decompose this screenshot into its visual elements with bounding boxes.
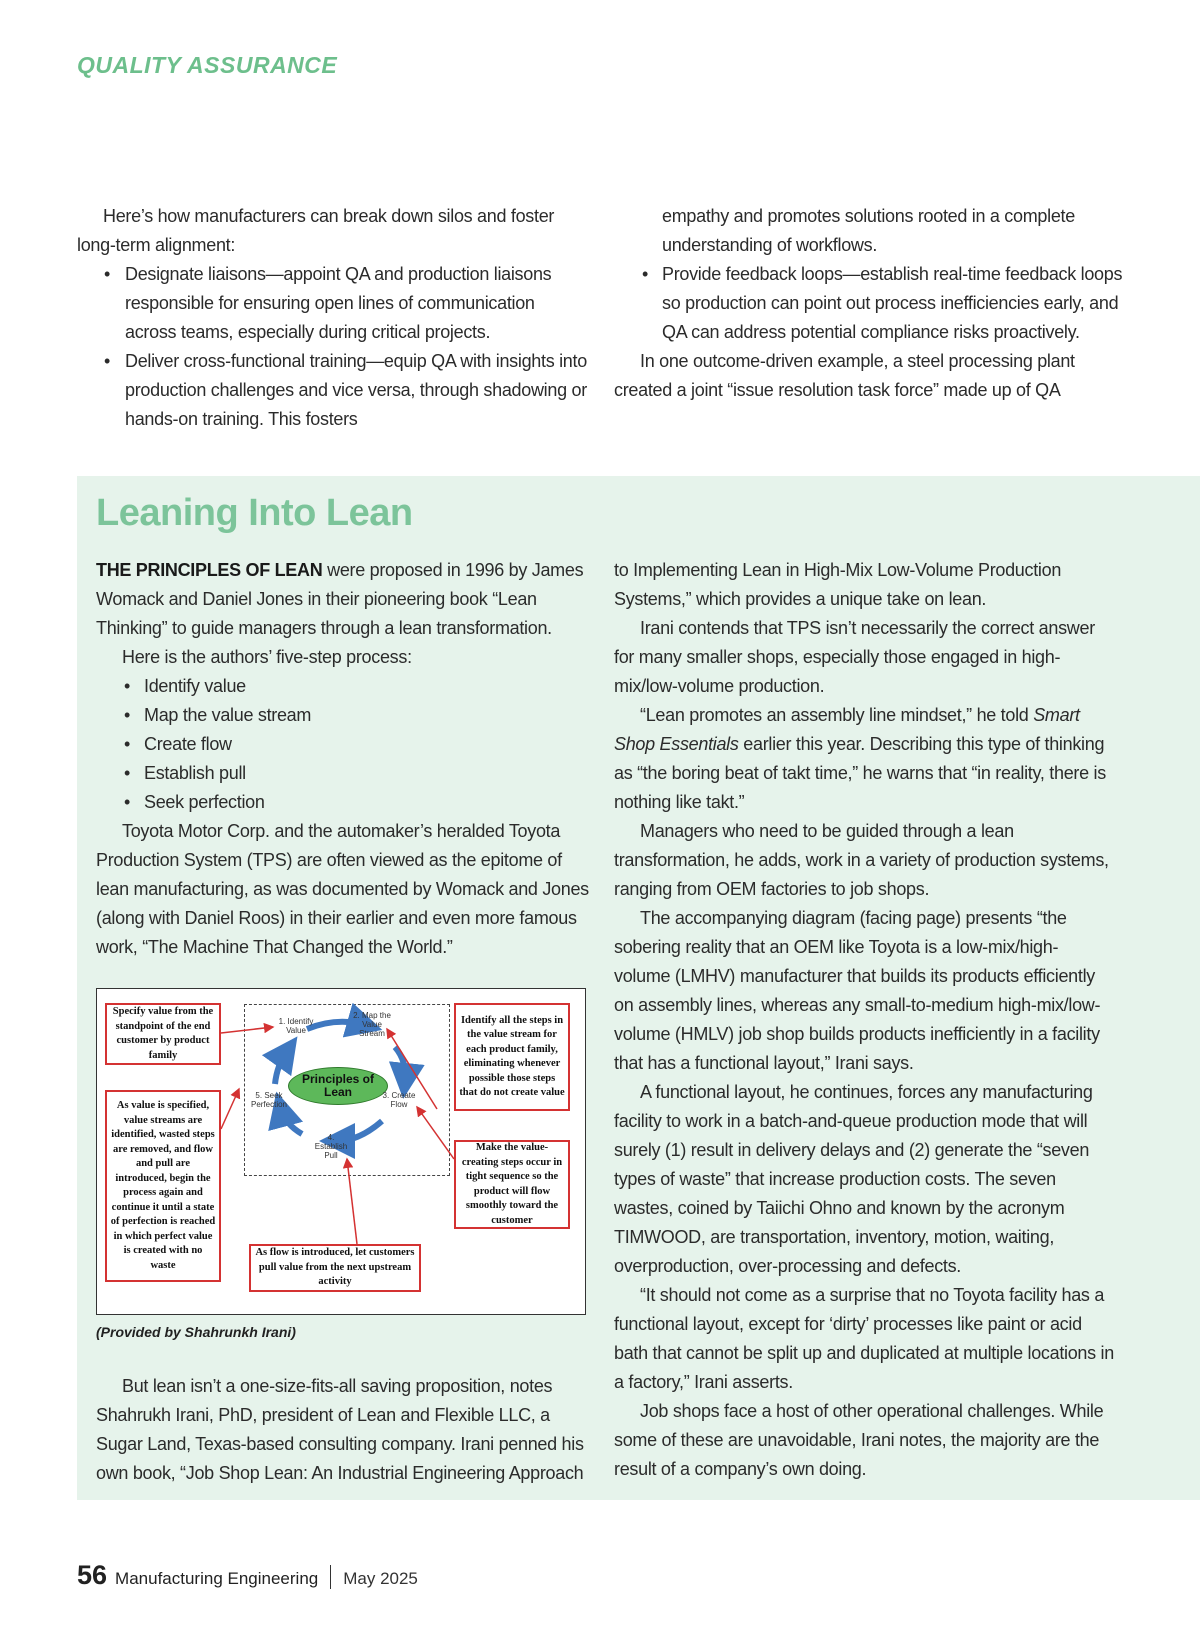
list-item: • Map the value stream <box>96 701 596 730</box>
quote-rest: earlier this year. Describing this type of thinking as “the boring beat of takt time,” he warns that “in reality, there is nothing like takt.” <box>614 734 1106 812</box>
article-paragraph: In one outcome-driven example, a steel processing plant created a joint “issue resolution task force” made up of QA <box>614 351 1075 400</box>
list-item: • Seek perfection <box>96 788 596 817</box>
cycle-label-create-flow: 3. Create Flow <box>382 1091 416 1109</box>
toyota-paragraph: Toyota Motor Corp. and the automaker’s heralded Toyota Production System (TPS) are often viewed as the epitome of lean manufacturing, as was documented by Womack and Jones (along with Daniel Roos) in their earlier and even more famous work, “The Machine That Changed the World.” <box>96 821 589 957</box>
lead-in: THE PRINCIPLES OF LEAN <box>96 560 323 580</box>
lead-text: were proposed in 1996 by James Womack and Daniel Jones in their pioneering book “Lean Thinking” to guide managers through a lean transformation. <box>96 560 584 638</box>
sidebar-column-left-lower <box>96 1372 596 1488</box>
cycle-label-seek-perfection: 5. Seek Perfection <box>250 1091 288 1109</box>
page-number: 56 <box>77 1560 108 1590</box>
article-column-left <box>77 202 587 434</box>
sidebar-column-left <box>96 556 596 962</box>
bullet-continuation: empathy and promotes solutions rooted in a complete understanding of workflows. <box>662 206 1075 255</box>
diagram-box-identify-steps: Identify all the steps in the value stream for each product family, eliminating whenever possible those steps that do not create value <box>454 1003 570 1111</box>
list-item: • Identify value <box>96 672 596 701</box>
cycle-label-map-value-stream: 2. Map the Value Stream <box>353 1011 391 1038</box>
sidebar-column-right <box>614 556 1114 1484</box>
footer-divider <box>330 1565 331 1589</box>
list-item: • Establish pull <box>96 759 596 788</box>
connector-line <box>221 1027 273 1033</box>
publication-name: Smart Shop Essentials <box>614 705 1080 754</box>
sidebar-paragraph: Job shops face a host of other operational challenges. While some of these are unavoidable, Irani notes, the majority are the result of a company’s own doing. <box>614 1401 1104 1479</box>
five-step-list <box>96 672 596 817</box>
issue-date: May 2025 <box>343 1569 418 1588</box>
list-item: • Designate liaisons—appoint QA and production liaisons responsible for ensuring open lines of communication across teams, especially during critical projects. <box>77 260 587 347</box>
steps-intro: Here is the authors’ five-step process: <box>122 647 412 667</box>
list-item: • Create flow <box>96 730 596 759</box>
connector-line <box>347 1159 357 1244</box>
quote-start: “Lean promotes an assembly line mindset,” he told <box>640 705 1034 725</box>
alignment-list-cont <box>614 260 1134 347</box>
diagram-box-specify-value: Specify value from the standpoint of the end customer by product family <box>105 1003 221 1065</box>
cycle-label-identify-value: 1. Identify Value <box>278 1017 314 1035</box>
sidebar-title: Leaning Into Lean <box>96 492 413 534</box>
but-lean-paragraph: But lean isn’t a one-size-fits-all saving proposition, notes Shahrukh Irani, PhD, president of Lean and Flexible LLC, a Sugar Land, Texas-based consulting company. Irani penned his own book, “Job Shop Lean: An Industrial Engineering Approach <box>96 1376 584 1483</box>
sidebar-paragraph: The accompanying diagram (facing page) presents “the sobering reality that an OEM like Toyota is a low-mix/high-volume (LMHV) manufacturer that builds its products efficiently on assembly lines, whereas any small-to-medium high-mix/low-volume (HMLV) job shop builds products inefficiently in a facility that has a functional layout,” Irani says. <box>614 908 1101 1073</box>
article-intro: Here’s how manufacturers can break down silos and foster long-term alignment: <box>77 206 555 255</box>
sidebar-paragraph <box>614 701 1114 817</box>
connector-line <box>417 1107 454 1159</box>
diagram-box-make-value: Make the value-creating steps occur in tight sequence so the product will flow smoothly toward the customer <box>454 1140 570 1229</box>
figure-caption: (Provided by Shahrunkh Irani) <box>96 1324 296 1340</box>
cycle-arrow <box>395 1047 405 1081</box>
list-item: • Deliver cross-functional training—equip QA with insights into production challenges and vice versa, through shadowing or hands-on training. This fosters <box>77 347 587 434</box>
diagram-box-flow-introduced: As flow is introduced, let customers pull value from the next upstream activity <box>249 1244 421 1292</box>
sidebar-lead-paragraph <box>96 556 596 643</box>
principles-of-lean-diagram <box>96 988 586 1315</box>
magazine-name: Manufacturing Engineering <box>115 1569 319 1588</box>
cycle-arrow <box>275 1051 287 1084</box>
list-item: • Provide feedback loops—establish real-time feedback loops so production can point out process inefficiencies early, and QA can address potential compliance risks proactively. <box>614 260 1134 347</box>
cycle-label-establish-pull: 4. Establish Pull <box>314 1133 348 1160</box>
article-column-right <box>614 202 1134 405</box>
sidebar-paragraph: A functional layout, he continues, forces any manufacturing facility to work in a batch-and-queue production mode that will surely (1) result in delivery delays and (2) generate the “seven types of waste” that increase production costs. The seven wastes, coined by Taiichi Ohno and known by the acronym TIMWOOD, are transportation, inventory, motion, waiting, overproduction, over-processing and defects. <box>614 1082 1093 1276</box>
sidebar-paragraph: Managers who need to be guided through a lean transformation, he adds, work in a variety of production systems, ranging from OEM factories to job shops. <box>614 821 1109 899</box>
diagram-box-as-value: As value is specified, value streams are identified, wasted steps are removed, and flow and pull are introduced, begin the process again and continue it until a state of perfection is reached in which perfect value is created with no waste <box>105 1090 221 1282</box>
cycle-arrow <box>281 1109 302 1134</box>
sidebar-paragraph: Irani contends that TPS isn’t necessarily the correct answer for many smaller shops, especially those engaged in high-mix/low-volume production. <box>614 618 1095 696</box>
sidebar-paragraph: to Implementing Lean in High-Mix Low-Volume Production Systems,” which provides a unique take on lean. <box>614 560 1062 609</box>
sidebar-paragraph: “It should not come as a surprise that no Toyota facility has a functional layout, except for ‘dirty’ processes like paint or acid bath that cannot be split up and duplicated at multiple locations in a factory,” Irani asserts. <box>614 1285 1114 1392</box>
connector-line <box>221 1089 239 1129</box>
principles-of-lean-center: Principles of Lean <box>288 1067 388 1105</box>
alignment-list <box>77 260 587 434</box>
section-tag: QUALITY ASSURANCE <box>77 52 338 78</box>
page-footer <box>77 1560 418 1591</box>
